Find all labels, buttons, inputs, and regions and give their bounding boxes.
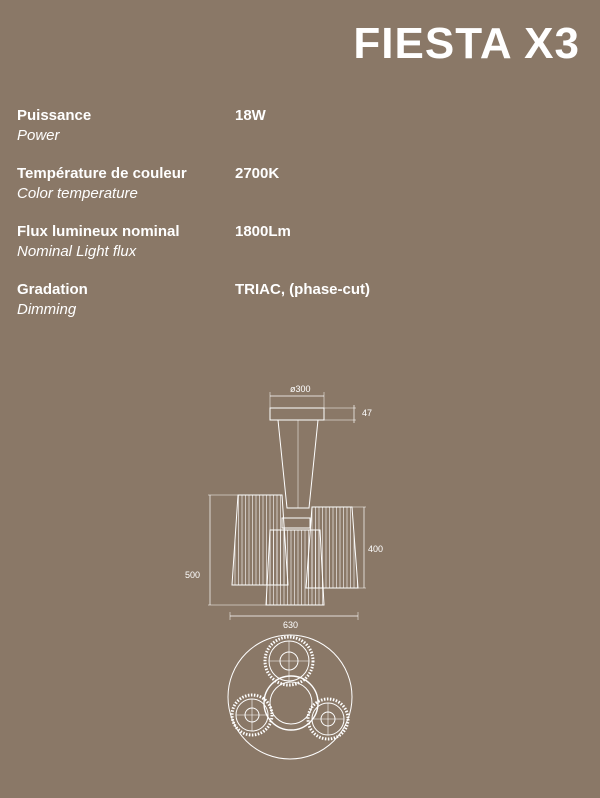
dim-canopy-diameter: ø300 [290, 384, 311, 394]
shade-right-top [308, 699, 348, 739]
spec-label-en: Power [17, 127, 60, 144]
spec-label-en: Color temperature [17, 185, 138, 202]
spec-label-fr: Flux lumineux nominal [17, 223, 180, 240]
spec-label-fr: Puissance [17, 107, 92, 124]
spec-value: 2700K [235, 165, 280, 182]
side-elevation [185, 384, 383, 630]
product-title: FIESTA X3 [353, 19, 580, 68]
hub [282, 518, 310, 528]
technical-drawing [0, 370, 600, 798]
shade-right [306, 507, 358, 588]
center-canopy [264, 676, 318, 730]
dim-shade-height: 400 [368, 544, 384, 554]
spec-row-color-temperature [17, 165, 577, 223]
spec-row-dimming [17, 281, 577, 339]
shade-left-top [232, 695, 272, 735]
shade-top [265, 637, 313, 685]
canopy [270, 408, 324, 420]
spec-label-fr: Gradation [17, 281, 88, 298]
dim-total-height: 500 [185, 570, 201, 580]
spec-label-en: Dimming [17, 301, 77, 318]
spec-value: TRIAC, (phase-cut) [235, 281, 370, 298]
spec-row-power [17, 107, 577, 165]
spec-label-fr: Température de couleur [17, 165, 187, 182]
dim-total-width: 630 [283, 620, 299, 630]
dim-canopy-height: 47 [362, 408, 373, 418]
plan-view [228, 635, 352, 759]
spec-row-light-flux [17, 223, 577, 281]
spec-list [17, 107, 577, 339]
shade-left [232, 495, 288, 585]
spec-value: 1800Lm [235, 223, 291, 240]
spec-label-en: Nominal Light flux [17, 243, 137, 260]
spec-value: 18W [235, 107, 266, 124]
